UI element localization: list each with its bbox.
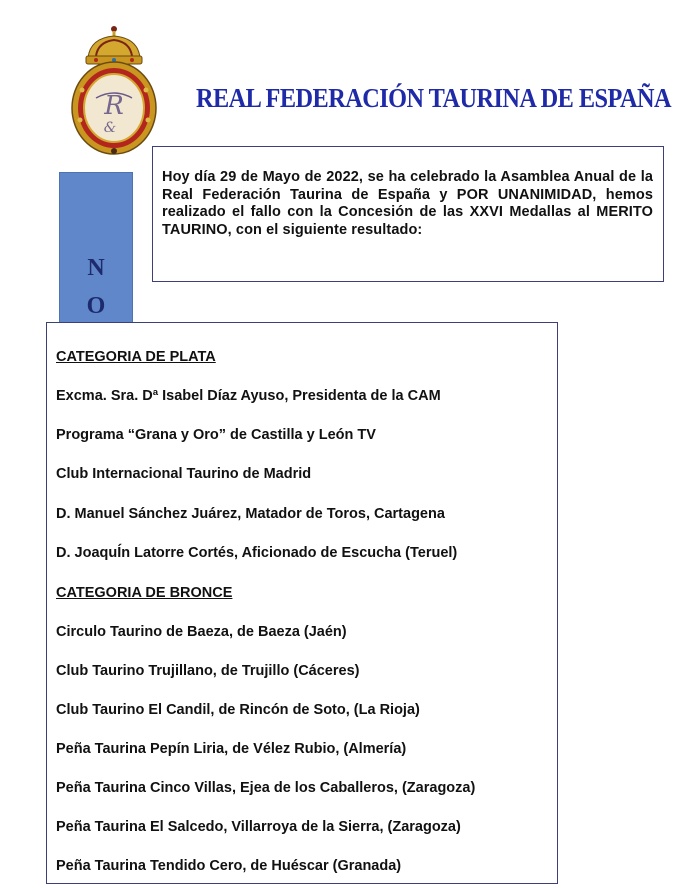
category-heading: CATEGORIA DE PLATA: [56, 349, 216, 365]
list-item: D. JoaquÍn Latorre Cortés, Aficionado de Escucha (Teruel): [56, 545, 458, 561]
list-item: Peña Taurina Cinco Villas, Ejea de los Caballeros, (Zaragoza): [56, 780, 476, 796]
intro-box: [152, 146, 664, 282]
list-item: Circulo Taurino de Baeza, de Baeza (Jaén): [56, 624, 347, 640]
svg-text:R: R: [104, 91, 124, 121]
list-item: Club Taurino Trujillano, de Trujillo (Cáceres): [56, 663, 360, 679]
list-item: Programa “Grana y Oro” de Castilla y León TV: [56, 427, 376, 443]
awards-list: [46, 322, 558, 884]
list-item: Peña Taurina Tendido Cero, de Huéscar (Granada): [56, 858, 402, 874]
intro-paragraph: Hoy día 29 de Mayo de 2022, se ha celebrado la Asamblea Anual de la Real Federación Taurina de España y POR UNANIMIDAD, hemos realizado el fallo con la Concesión de las XXVI Medallas al MERITO TAURINO, con el siguiente resultado:: [162, 169, 653, 238]
list-item: Peña Taurina El Salcedo, Villarroya de la Sierra, (Zaragoza): [56, 819, 461, 835]
organization-title: REAL FEDERACIÓN TAURINA DE ESPAÑA: [196, 83, 672, 113]
list-item: Peña Taurina Pepín Liria, de Vélez Rubio, (Almería): [56, 741, 407, 757]
coat-of-arms-icon: [66, 20, 162, 158]
list-item: Excma. Sra. Dª Isabel Díaz Ayuso, Presidenta de la CAM: [56, 388, 441, 404]
svg-text:&: &: [103, 120, 117, 136]
list-item: Club Internacional Taurino de Madrid: [56, 466, 312, 482]
side-letter: N: [87, 255, 105, 281]
list-item: Club Taurino El Candil, de Rincón de Soto, (La Rioja): [56, 702, 420, 718]
side-letter: O: [86, 293, 106, 319]
list-item: D. Manuel Sánchez Juárez, Matador de Toros, Cartagena: [56, 506, 445, 522]
category-heading: CATEGORIA DE BRONCE: [56, 585, 233, 601]
federation-logo: [66, 20, 162, 158]
side-banner: [59, 172, 133, 324]
